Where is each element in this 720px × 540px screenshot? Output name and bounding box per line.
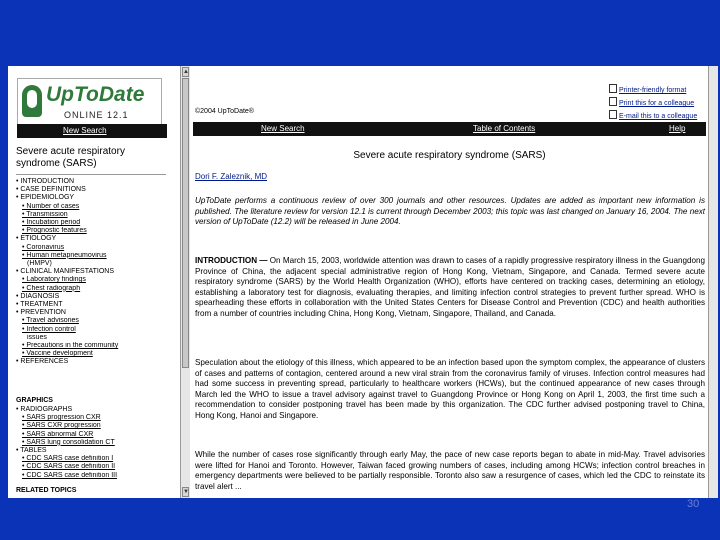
slide-page-number: 30	[687, 498, 700, 510]
email-colleague-link[interactable]	[609, 110, 697, 120]
print-colleague-label: Print this for a colleague	[619, 100, 695, 107]
graphics-item[interactable]: • SARS abnormal CXR	[22, 430, 94, 438]
graphics-item[interactable]: • SARS lung consolidation CT	[22, 438, 115, 446]
graphics-heading: GRAPHICS	[16, 397, 53, 404]
outline-item[interactable]: • EPIDEMIOLOGY	[16, 194, 75, 202]
related-topics-heading[interactable]: RELATED TOPICS	[16, 487, 77, 494]
content-frame	[191, 66, 708, 498]
logo-name: UpToDate	[46, 83, 145, 106]
graphics-item[interactable]: • TABLES	[16, 447, 47, 455]
divider	[16, 174, 166, 175]
left-nav-bar	[17, 124, 167, 138]
outline-list	[16, 178, 176, 367]
outline-item[interactable]: (HMPV)	[27, 260, 52, 268]
content-frame-scrollbar[interactable]	[708, 66, 718, 498]
table-of-contents-link[interactable]: Table of Contents	[473, 124, 536, 133]
outline-item[interactable]: • REFERENCES	[16, 358, 69, 366]
graphics-item[interactable]: • CDC SARS case definition II	[22, 463, 116, 471]
outline-item[interactable]: • Laboratory findings	[22, 276, 86, 284]
introduction-paragraph	[195, 256, 705, 320]
author-link[interactable]: Dori F. Zaleznik, MD	[195, 172, 268, 181]
update-notice: UpToDate performs a continuous review of over 300 journals and other resources. Updates are added as important new information is published. The literature review for version 12.1 is current through December 2003; this topic was last changed on January 16, 2004. The next version of UpToDate (12.2) will be released in June 2004.	[195, 196, 705, 227]
document-title: Severe acute respiratory syndrome (SARS)	[353, 150, 546, 161]
scroll-down-arrow-icon[interactable]: ▼	[183, 489, 189, 495]
email-colleague-label: E-mail this to a colleague	[619, 113, 698, 120]
printer-icon	[609, 84, 617, 93]
speculation-paragraph: Speculation about the etiology of this illness, which appeared to be an infection based upon the symptom complex, the appearance of clusters of cases and patterns of contagion, centered around a new viral strain from the coronavirus family of viruses. Infection control measures had had some success in preventing spread, particularly to healthcare workers (HCWs), but the continued appearance of new cases through March led the WHO to issue a travel advisory against travel to Guangdong Province or Hong Kong on April 1, 2003, the first time such a recommendation to consider postponing travel has been made by this organization. The CDC further advised postponing travel to China, Hong Kong, Hanoi and Singapore.	[195, 358, 705, 420]
outline-item[interactable]: • TREATMENT	[16, 301, 63, 309]
content-nav-bar	[193, 122, 706, 136]
outline-item[interactable]: • CLINICAL MANIFESTATIONS	[16, 268, 114, 276]
outline-item[interactable]: • Number of cases	[22, 202, 80, 210]
outline-item[interactable]: • Precautions in the community	[22, 342, 119, 350]
outline-item[interactable]: • Vaccine development	[22, 350, 93, 358]
printer-friendly-label: Printer-friendly format	[619, 87, 687, 94]
new-search-link[interactable]: New Search	[261, 124, 305, 133]
help-link[interactable]: Help	[669, 124, 686, 133]
outline-item[interactable]: • Incubation period	[22, 219, 81, 227]
print-icon	[609, 97, 617, 106]
outline-item[interactable]: • INTRODUCTION	[16, 178, 75, 185]
case-trend-paragraph: While the number of cases rose significantly through early May, the pace of new case reports began to abate in mid-May. Travel advisories were lifted for Hanoi and Toronto. However, Taiwan faced growing numbers of cases, including among HCWs; infection control breaches in emergency departments were believed to be partially responsible. Toronto also saw a resurgence of cases, which led the CDC to reinstate its travel alert ...	[195, 450, 705, 491]
email-icon	[609, 110, 617, 119]
graphics-list	[16, 406, 176, 480]
outline-item[interactable]: • Coronavirus	[22, 243, 65, 251]
outline-item[interactable]: • CASE DEFINITIONS	[16, 186, 86, 194]
left-navigation-frame	[8, 66, 180, 498]
copyright-notice: ©2004 UpToDate®	[195, 108, 254, 115]
graphics-item[interactable]: • RADIOGRAPHS	[16, 406, 73, 413]
graphics-item[interactable]: • SARS CXR progression	[22, 422, 101, 430]
outline-item[interactable]: • Infection control	[22, 325, 76, 333]
scroll-thumb[interactable]	[182, 78, 189, 368]
browser-window	[8, 66, 718, 498]
left-new-search-link[interactable]: New Search	[63, 126, 107, 135]
outline-item[interactable]: • Travel advisories	[22, 317, 79, 325]
print-for-colleague-link[interactable]	[609, 97, 694, 107]
graphics-item[interactable]: • CDC SARS case definition III	[22, 471, 118, 479]
printer-friendly-link[interactable]	[609, 84, 686, 94]
graphics-item[interactable]: • SARS progression CXR	[22, 414, 101, 422]
logo-mark-icon	[22, 85, 42, 117]
graphics-item[interactable]: • CDC SARS case definition I	[22, 455, 114, 463]
outline-item[interactable]: • Prognostic features	[22, 227, 87, 235]
outline-item[interactable]: issues	[27, 333, 47, 341]
introduction-heading: INTRODUCTION —	[195, 256, 268, 265]
left-topic-title: Severe acute respiratory syndrome (SARS)	[16, 146, 125, 169]
outline-item[interactable]: • Transmission	[22, 210, 68, 218]
left-frame-scrollbar[interactable]	[180, 66, 190, 498]
logo-version: ONLINE 12.1	[64, 110, 129, 120]
scroll-up-arrow-icon[interactable]: ▲	[183, 69, 189, 75]
uptodate-logo[interactable]	[17, 78, 162, 126]
outline-item[interactable]: • Chest radiograph	[22, 284, 81, 292]
outline-item[interactable]: • Human metapneumovirus	[22, 251, 107, 259]
outline-item[interactable]: • PREVENTION	[16, 309, 66, 317]
outline-item[interactable]: • ETIOLOGY	[16, 235, 57, 243]
outline-item[interactable]: • DIAGNOSIS	[16, 292, 60, 300]
introduction-body: On March 15, 2003, worldwide attention was drawn to cases of a rapidly progressive respiratory illness in the Guangdong Province of China, the adjacent special administrative region of Hong Kong, Vietnam, Singapore, and Canada. Termed severe acute respiratory syndrome (SARS) by the World Health Organization (WHO), efforts have centered on tracking cases, determining an etiology, establishing a laboratory test for diagnosis, evaluating therapies, and limiting infection control strategies to prevent further spread. WHO is spearheading these efforts in collaboration with the United States Centers for Disease Control and Prevention (CDC) and health authorities from a number of countries including China, Hong Kong, Vietnam, Singapore, Thailand, and Canada.	[195, 256, 705, 318]
